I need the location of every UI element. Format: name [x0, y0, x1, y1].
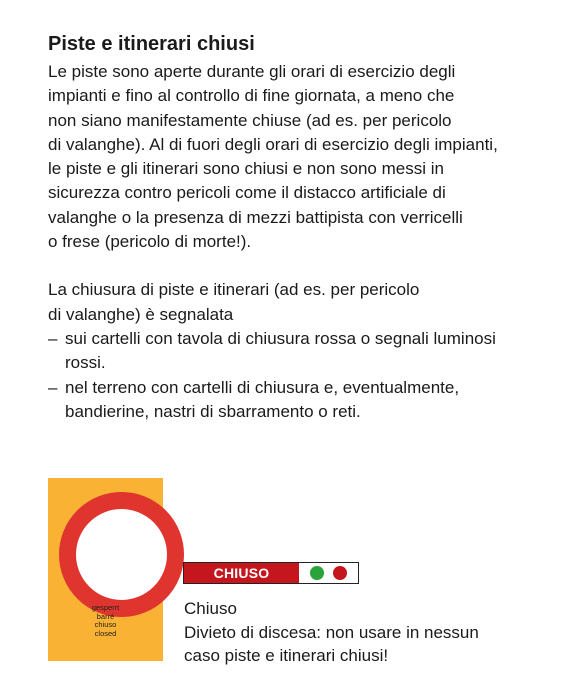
paragraph-1-line: di valanghe). Al di fuori degli orari di esercizio degli impianti, — [48, 134, 498, 154]
sign-line: chiuso — [94, 620, 117, 629]
status-name: Chiuso — [184, 599, 237, 618]
status-description-line: caso piste e itinerari chiusi! — [184, 646, 389, 665]
bullet-continuation: bandierine, nastri di sbarramento o reti. — [65, 401, 361, 421]
status-label: CHIUSO — [184, 563, 299, 583]
paragraph-1-line: o frese (pericolo di morte!). — [48, 232, 252, 252]
status-description — [184, 597, 524, 668]
no-entry-ring-icon — [59, 492, 184, 617]
bullet-text: sui cartelli con tavola di chiusura rossa o segnali luminosi — [65, 328, 496, 348]
bullet-text: nel terreno con cartelli di chiusura e, eventualmente, — [65, 377, 460, 397]
closure-sign — [48, 478, 163, 661]
sign-line: barré — [96, 611, 115, 621]
green-light-icon — [310, 566, 324, 580]
bullet-item — [48, 376, 548, 400]
bullet-continuation: rossi. — [65, 353, 106, 373]
bullet-item — [48, 327, 548, 351]
sign-text — [48, 604, 163, 638]
red-light-icon — [333, 566, 347, 580]
status-description-line: Divieto di discesa: non usare in nessun — [184, 622, 479, 642]
bullet-dash: – — [48, 377, 58, 397]
status-indicator — [183, 562, 359, 584]
paragraph-gap — [48, 254, 548, 278]
sign-line: closed — [94, 628, 117, 638]
paragraph-1-line: Le piste sono aperte durante gli orari di esercizio degli — [48, 62, 456, 81]
paragraph-2-line: La chiusura di piste e itinerari (ad es. per pericolo — [48, 280, 420, 300]
paragraph-1-line: le piste e gli itinerari sono chiusi e non sono messi in — [48, 159, 444, 179]
section-title: Piste e itinerari chiusi — [48, 33, 255, 55]
paragraph-1-line: valanghe o la presenza di mezzi battipista con verricelli — [48, 207, 463, 227]
body-text — [48, 60, 548, 424]
paragraph-1-line: impianti e fino al controllo di fine giornata, a meno che — [48, 86, 455, 106]
paragraph-1-line: sicurezza contro pericoli come il distacco artificiale di — [48, 183, 446, 203]
paragraph-1-line: non siano manifestamente chiuse (ad es. per pericolo — [48, 110, 452, 130]
bullet-dash: – — [48, 328, 58, 348]
sign-line: gesperrt — [91, 603, 120, 612]
paragraph-2-line: di valanghe) è segnalata — [48, 304, 234, 324]
